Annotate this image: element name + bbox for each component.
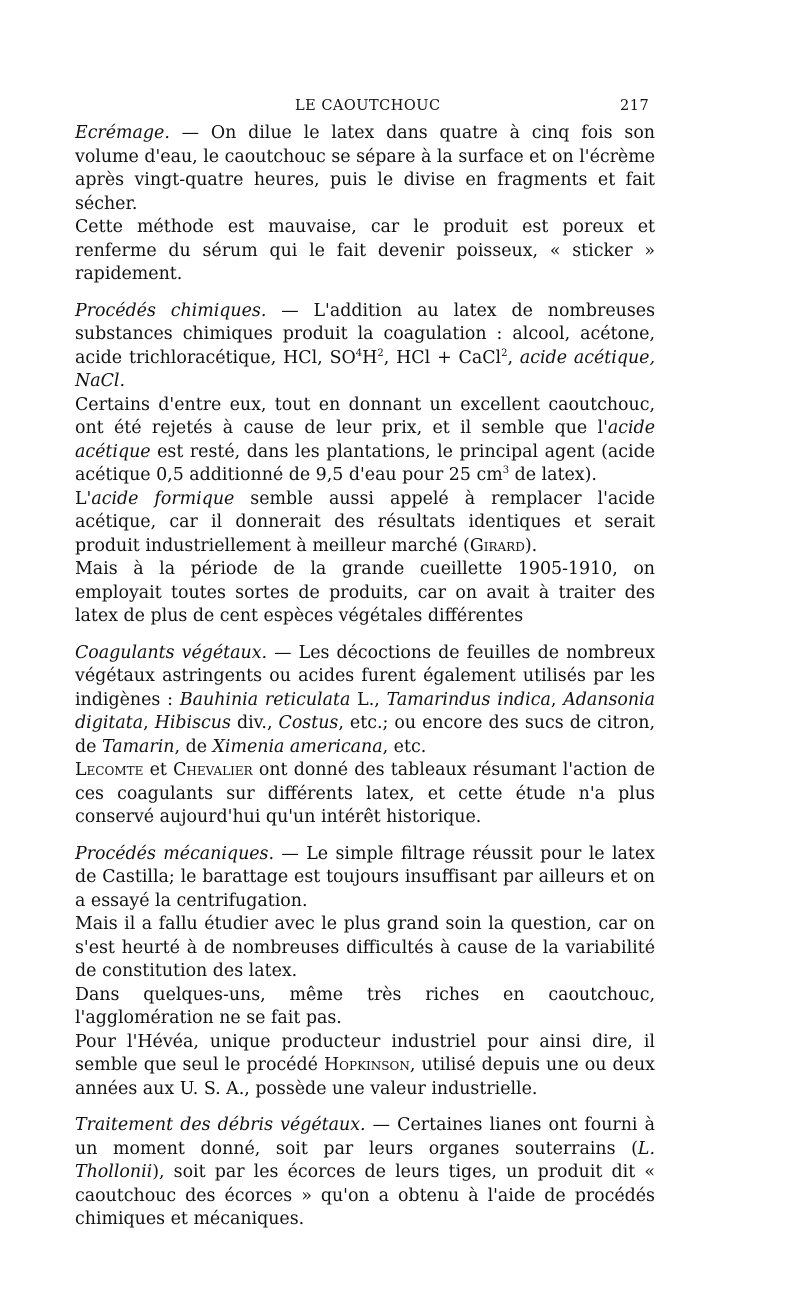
superscript: 3	[502, 465, 510, 477]
section-heading-ecremage: Ecrémage.	[75, 123, 170, 143]
paragraph-text: — Le simple filtrage réussit pour le latex de Castilla; le barattage est toujours insuffisant par ailleurs et on a essayé la centrifugation.	[75, 843, 655, 911]
paragraph-procedes-chimiques-3	[75, 488, 655, 559]
paragraph-text: ,	[550, 689, 564, 710]
paragraph-ecremage	[75, 122, 655, 216]
italic-text: Costus	[278, 713, 339, 733]
author-name: Lecomte	[75, 760, 144, 780]
paragraph-text: , etc.; ou encore des sucs de citron, de	[75, 713, 655, 757]
paragraph-text: — Certaines lianes ont fourni à un moment donné, soit par leurs organes souterrains (	[75, 1115, 655, 1159]
paragraph-text: est resté, dans les plantations, le principal agent (acide acétique 0,5 additionné de 9,5 d'eau pour 25 cm	[75, 441, 655, 485]
italic-text: Hibiscus	[154, 713, 231, 733]
italic-text: acide acétique	[75, 418, 655, 462]
paragraph-ecremage-2	[75, 216, 655, 287]
page-body	[75, 122, 655, 1232]
paragraph-text: ).	[524, 535, 538, 556]
italic-text: L. Thollonii	[75, 1138, 655, 1182]
section-heading-procedes-chimiques: Procédés chimiques.	[75, 300, 267, 321]
paragraph-text: Mais à la période de la grande cueillette 1905-1910, on employait toutes sortes de produits, car on avait à traiter des latex de plus de cent espèces végétales différentes	[75, 559, 655, 626]
paragraph-text: — Les décoctions de feuilles de nombreux végétaux astringents ou acides furent également utilisés par les indigènes :	[75, 642, 655, 710]
paragraph-text: — On dilue le latex dans quatre à cinq fois son volume d'eau, le caoutchouc se sépare à la surface et on l'écrème après vingt-quatre heures, puis le divise en fragments et fait sécher.	[75, 123, 655, 214]
italic-text: Tamarin	[101, 736, 175, 757]
paragraph-text: ,	[143, 713, 155, 733]
paragraph-procedes-mecaniques-2	[75, 913, 655, 984]
superscript: 2	[501, 347, 508, 359]
author-name: Chevalier	[173, 760, 253, 780]
paragraph-text: L.,	[350, 689, 387, 710]
paragraph-text: , HCl + CaCl	[383, 347, 502, 368]
paragraph-traitement-debris	[75, 1114, 655, 1232]
paragraph-text: ,	[507, 347, 520, 368]
paragraph-procedes-mecaniques-4	[75, 1031, 655, 1102]
paragraph-text: de latex).	[509, 465, 597, 485]
italic-text: Tamarindus indica	[386, 689, 551, 710]
paragraph-procedes-mecaniques	[75, 843, 655, 914]
paragraph-coagulants-vegetaux	[75, 642, 655, 760]
author-name: Girard	[469, 535, 525, 556]
paragraph-text: , de	[174, 736, 213, 757]
paragraph-text: ), soit par les écorces de leurs tiges, un produit dit « caoutchouc des écorces » qu'on a obtenu à l'aide de procédés chimiques et mécaniques.	[75, 1162, 655, 1229]
paragraph-procedes-mecaniques-3	[75, 984, 655, 1031]
paragraph-text: div.,	[230, 713, 279, 733]
italic-text: Ximenia americana	[212, 736, 383, 757]
paragraph-text: ont donné des tableaux résumant l'action de ces coagulants sur différents latex, et cette étude n'a plus conservé aujourd'hui qu'un intérêt historique.	[75, 760, 655, 827]
running-title: LE CAOUTCHOUC	[295, 98, 441, 114]
page-number: 217	[620, 98, 650, 114]
paragraph-text: Pour l'Hévéa, unique producteur industriel pour ainsi dire, il semble que seul le procédé	[75, 1031, 655, 1075]
italic-text: Adansonia digitata	[75, 689, 655, 733]
section-heading-procedes-mecaniques: Procédés mécaniques.	[75, 843, 275, 864]
section-heading-traitement-debris: Traitement des débris végétaux.	[75, 1115, 366, 1135]
superscript: 4	[355, 347, 363, 359]
author-name: Hopkinson	[324, 1055, 410, 1075]
italic-text: acide acétique, NaCl.	[75, 347, 655, 391]
paragraph-coagulants-vegetaux-2	[75, 759, 655, 830]
paragraph-text: H	[362, 347, 378, 368]
paragraph-procedes-chimiques	[75, 300, 655, 394]
superscript: 2	[377, 347, 384, 359]
paragraph-procedes-chimiques-2	[75, 394, 655, 488]
paragraph-text: Certains d'entre eux, tout en donnant un excellent caoutchouc, ont été rejetés à cause de leur prix, et il semble que l'	[75, 394, 655, 438]
paragraph-text: Cette méthode est mauvaise, car le produit est poreux et renferme du sérum qui le fait devenir poisseux, « sticker » rapidement.	[75, 217, 655, 284]
section-heading-coagulants-vegetaux: Coagulants végétaux.	[75, 642, 268, 663]
paragraph-text: , etc.	[382, 736, 427, 757]
paragraph-text: L'	[75, 488, 92, 509]
paragraph-text: , utilisé depuis une ou deux années aux U. S. A., possède une valeur industrielle.	[75, 1055, 655, 1099]
italic-text: Bauhinia reticulata	[179, 689, 351, 710]
paragraph-text: et	[143, 760, 174, 780]
paragraph-text: Dans quelques-uns, même très riches en caoutchouc, l'agglomération ne se fait pas.	[75, 984, 655, 1028]
paragraph-procedes-chimiques-4	[75, 558, 655, 629]
running-header	[60, 98, 660, 118]
paragraph-text: — L'addition au latex de nombreuses substances chimiques produit la coagulation : alcool, acétone, acide trichloracétique, HCl, SO	[75, 300, 655, 368]
paragraph-text: Mais il a fallu étudier avec le plus grand soin la question, car on s'est heurté à de nombreuses difficultés à cause de la variabilité de constitution des latex.	[75, 914, 655, 981]
italic-text: acide formique	[91, 488, 235, 509]
paragraph-text: semble aussi appelé à remplacer l'acide acétique, car il donnerait des résultats identiques et serait produit industriellement à meilleur marché (	[75, 488, 655, 556]
